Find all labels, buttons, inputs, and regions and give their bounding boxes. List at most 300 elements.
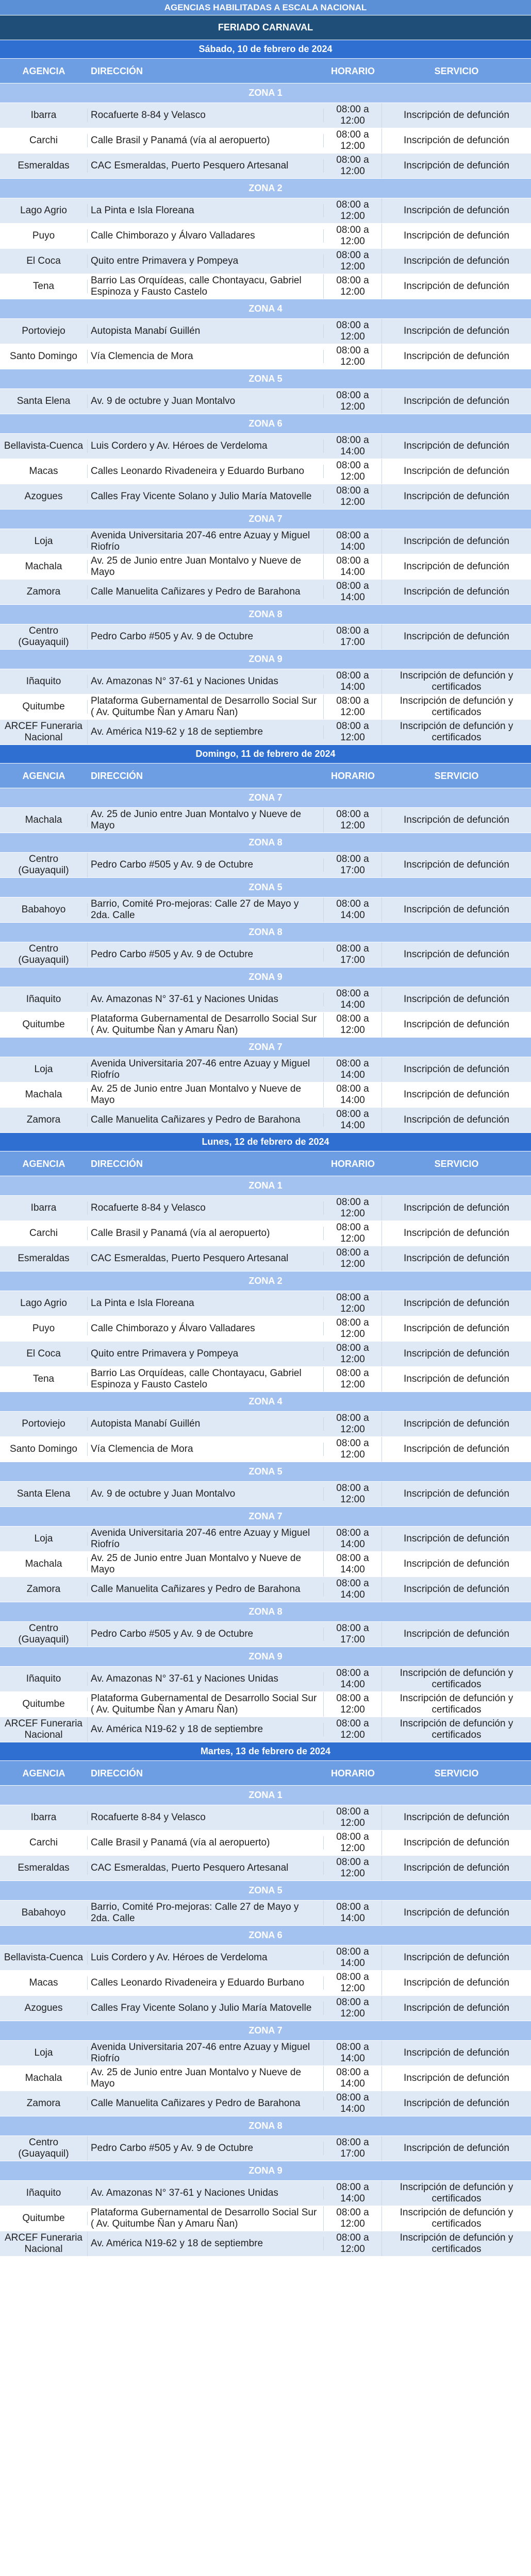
table-row <box>0 1945 531 1971</box>
zone-name: ZONA 4 <box>248 1396 283 1406</box>
agency-name: El Coca <box>0 1347 88 1361</box>
zone-header <box>0 2116 531 2136</box>
agency-address: Calles Fray Vicente Solano y Julio María Matovelle <box>88 490 324 503</box>
zone-name: ZONA 2 <box>248 183 283 193</box>
zone-header <box>0 788 531 808</box>
agency-service: Inscripción de defunción <box>404 160 509 171</box>
agency-service: Inscripción de defunción <box>404 1374 509 1384</box>
table-row <box>0 2231 531 2257</box>
document-title <box>0 0 531 15</box>
zone-name: ZONA 7 <box>248 1511 283 1521</box>
agency-schedule: 08:00 a 14:00 <box>324 1901 382 1925</box>
agency-address: Plataforma Gubernamental de Desarrollo Social Sur ( Av. Quitumbe Ñan y Amaru Ñan) <box>88 1692 324 1717</box>
agency-schedule: 08:00 a 14:00 <box>324 434 382 459</box>
agency-address: Calle Brasil y Panamá (vía al aeropuerto) <box>88 1227 324 1240</box>
agency-name: Zamora <box>0 1583 88 1596</box>
agency-schedule: 08:00 a 14:00 <box>324 1057 382 1082</box>
agency-schedule: 08:00 a 14:00 <box>324 580 382 604</box>
agency-schedule: 08:00 a 12:00 <box>324 1482 382 1506</box>
zone-name: ZONA 1 <box>248 1180 283 1191</box>
agency-service: Inscripción de defunción y certificados <box>400 2182 513 2204</box>
zone-header <box>0 369 531 389</box>
agency-name: ARCEF Funeraria Nacional <box>0 1717 88 1742</box>
agency-address: Av. 25 de Junio entre Juan Montalvo y Nueve de Mayo <box>88 2066 324 2091</box>
agency-service: Inscripción de defunción y certificados <box>400 696 513 718</box>
agency-name: Centro (Guayaquil) <box>0 1622 88 1647</box>
day-section <box>0 40 531 745</box>
agency-schedule: 08:00 a 14:00 <box>324 529 382 554</box>
agency-address: Calle Chimborazo y Álvaro Valladares <box>88 229 324 243</box>
table-header <box>0 1151 531 1176</box>
table-row <box>0 1577 531 1602</box>
agency-service: Inscripción de defunción <box>404 2003 509 2013</box>
agency-service: Inscripción de defunción <box>404 1444 509 1454</box>
agency-name: Carchi <box>0 1227 88 1240</box>
agency-name: Bellavista-Cuenca <box>0 439 88 453</box>
agency-name: Santa Elena <box>0 395 88 408</box>
agency-address: Av. 25 de Junio entre Juan Montalvo y Nueve de Mayo <box>88 808 324 833</box>
agency-service: Inscripción de defunción <box>404 561 509 572</box>
agency-name: Babahoyo <box>0 1906 88 1920</box>
agency-name: Portoviejo <box>0 1417 88 1431</box>
day-date: Lunes, 12 de febrero de 2024 <box>202 1137 329 1147</box>
agency-service: Inscripción de defunción <box>404 256 509 266</box>
agency-service: Inscripción de defunción <box>404 396 509 406</box>
agency-service: Inscripción de defunción <box>404 326 509 336</box>
zone-header <box>0 414 531 434</box>
agency-name: Azogues <box>0 490 88 503</box>
agency-schedule: 08:00 a 14:00 <box>324 1527 382 1551</box>
agency-address: CAC Esmeraldas, Puerto Pesquero Artesanal <box>88 1252 324 1265</box>
agency-name: ARCEF Funeraria Nacional <box>0 2231 88 2256</box>
agency-address: Pedro Carbo #505 y Av. 9 de Octubre <box>88 948 324 961</box>
agency-service: Inscripción de defunción <box>404 1298 509 1309</box>
table-row <box>0 128 531 154</box>
agency-schedule: 08:00 a 12:00 <box>324 154 382 178</box>
zone-name: ZONA 9 <box>248 972 283 982</box>
table-row <box>0 319 531 344</box>
zone-header <box>0 968 531 987</box>
agency-service: Inscripción de defunción <box>404 1629 509 1639</box>
agency-schedule: 08:00 a 12:00 <box>324 389 382 414</box>
agency-address: Av. Amazonas N° 37-61 y Naciones Unidas <box>88 2187 324 2200</box>
zone-name: ZONA 8 <box>248 927 283 937</box>
table-row <box>0 669 531 694</box>
agency-name: Esmeraldas <box>0 1861 88 1875</box>
header-direccion: DIRECCIÓN <box>91 770 143 781</box>
zone-header <box>0 83 531 103</box>
agency-name: Machala <box>0 1088 88 1101</box>
agency-service: Inscripción de defunción <box>404 1907 509 1918</box>
zone-header <box>0 878 531 897</box>
agency-service: Inscripción de defunción <box>404 859 509 870</box>
agency-schedule: 08:00 a 14:00 <box>324 2091 382 2116</box>
agency-address: Av. 9 de octubre y Juan Montalvo <box>88 395 324 408</box>
agency-service: Inscripción de defunción <box>404 440 509 451</box>
table-row <box>0 580 531 605</box>
agency-address: Av. 25 de Junio entre Juan Montalvo y Nueve de Mayo <box>88 1082 324 1107</box>
header-direccion: DIRECCIÓN <box>91 1158 143 1169</box>
agency-service: Inscripción de defunción <box>404 815 509 825</box>
agency-service: Inscripción de defunción <box>404 351 509 362</box>
agency-name: Loja <box>0 535 88 548</box>
agency-service: Inscripción de defunción <box>404 1064 509 1075</box>
agency-name: Ibarra <box>0 1201 88 1215</box>
agency-name: Puyo <box>0 229 88 243</box>
header-horario: HORARIO <box>331 770 375 781</box>
zone-header <box>0 2161 531 2181</box>
table-row <box>0 554 531 580</box>
agency-address: Rocafuerte 8-84 y Velasco <box>88 1201 324 1215</box>
agency-address: Vía Clemencia de Mora <box>88 350 324 363</box>
table-header <box>0 764 531 788</box>
agency-service: Inscripción de defunción <box>404 1584 509 1595</box>
agency-service: Inscripción de defunción <box>404 281 509 292</box>
agency-address: Av. América N19-62 y 18 de septiembre <box>88 2237 324 2250</box>
table-row <box>0 198 531 224</box>
agency-schedule: 08:00 a 12:00 <box>324 274 382 299</box>
agency-service: Inscripción de defunción <box>404 135 509 146</box>
table-row <box>0 1831 531 1856</box>
zone-header <box>0 605 531 624</box>
header-agencia: AGENCIA <box>22 65 65 76</box>
agency-service: Inscripción de defunción <box>404 2047 509 2058</box>
agency-service: Inscripción de defunción <box>404 536 509 547</box>
agency-name: ARCEF Funeraria Nacional <box>0 720 88 744</box>
agency-service: Inscripción de defunción <box>404 1488 509 1499</box>
table-row <box>0 987 531 1012</box>
agency-schedule: 08:00 a 17:00 <box>324 1622 382 1647</box>
table-row <box>0 1437 531 1462</box>
agency-address: Calle Chimborazo y Álvaro Valladares <box>88 1322 324 1335</box>
agency-address: Calle Brasil y Panamá (vía al aeropuerto) <box>88 1836 324 1850</box>
zone-name: ZONA 1 <box>248 1790 283 1800</box>
agency-address: Av. 25 de Junio entre Juan Montalvo y Nueve de Mayo <box>88 554 324 579</box>
agency-address: Quito entre Primavera y Pompeya <box>88 1347 324 1361</box>
agency-service: Inscripción de defunción y certificados <box>400 721 513 743</box>
agency-address: Calle Manuelita Cañizares y Pedro de Barahona <box>88 1583 324 1596</box>
agency-service: Inscripción de defunción <box>404 1202 509 1213</box>
agency-service: Inscripción de defunción <box>404 2098 509 2109</box>
agency-schedule: 08:00 a 12:00 <box>324 1856 382 1880</box>
table-row <box>0 274 531 299</box>
agency-name: Carchi <box>0 1836 88 1850</box>
table-row <box>0 2181 531 2206</box>
day-date: Martes, 13 de febrero de 2024 <box>200 1746 331 1756</box>
table-row <box>0 1996 531 2021</box>
agency-address: Luis Cordero y Av. Héroes de Verdeloma <box>88 1951 324 1964</box>
zone-name: ZONA 5 <box>248 882 283 892</box>
agency-schedule: 08:00 a 12:00 <box>324 1717 382 1742</box>
agency-name: Tena <box>0 280 88 293</box>
agency-name: Santa Elena <box>0 1487 88 1501</box>
zone-header <box>0 1786 531 1805</box>
table-row <box>0 484 531 510</box>
agency-name: Zamora <box>0 1113 88 1127</box>
day-section <box>0 1742 531 2257</box>
table-row <box>0 624 531 650</box>
zone-header <box>0 299 531 319</box>
agency-schedule: 08:00 a 12:00 <box>324 1437 382 1462</box>
agency-name: Centro (Guayaquil) <box>0 942 88 967</box>
table-row <box>0 1667 531 1692</box>
agency-schedule: 08:00 a 12:00 <box>324 694 382 719</box>
zone-header <box>0 1462 531 1482</box>
zone-name: ZONA 5 <box>248 1885 283 1895</box>
agency-name: Zamora <box>0 585 88 599</box>
zone-name: ZONA 6 <box>248 1930 283 1940</box>
table-row <box>0 1482 531 1507</box>
agency-service: Inscripción de defunción <box>404 1253 509 1264</box>
agency-name: Carchi <box>0 134 88 147</box>
table-row <box>0 1367 531 1392</box>
agency-name: Iñaquito <box>0 675 88 688</box>
agency-address: Avenida Universitaria 207-46 entre Azuay y Miguel Riofrío <box>88 1057 324 1082</box>
table-row <box>0 1971 531 1996</box>
agency-name: Tena <box>0 1372 88 1386</box>
agency-address: Av. América N19-62 y 18 de septiembre <box>88 1723 324 1736</box>
table-row <box>0 1221 531 1246</box>
header-agencia: AGENCIA <box>22 1158 65 1169</box>
agency-address: Calle Brasil y Panamá (vía al aeropuerto) <box>88 134 324 147</box>
agency-name: Esmeraldas <box>0 159 88 173</box>
agency-service: Inscripción de defunción <box>404 1558 509 1569</box>
agency-schedule: 08:00 a 12:00 <box>324 1831 382 1855</box>
agency-service: Inscripción de defunción <box>404 1533 509 1544</box>
header-horario: HORARIO <box>331 1768 375 1778</box>
table-row <box>0 1805 531 1831</box>
day-date: Sábado, 10 de febrero de 2024 <box>198 44 333 54</box>
agency-name: Centro (Guayaquil) <box>0 2136 88 2161</box>
agency-schedule: 08:00 a 17:00 <box>324 2136 382 2161</box>
table-row <box>0 1527 531 1552</box>
agency-schedule: 08:00 a 12:00 <box>324 459 382 484</box>
agency-schedule: 08:00 a 12:00 <box>324 1996 382 2021</box>
agency-schedule: 08:00 a 14:00 <box>324 897 382 922</box>
header-servicio: SERVICIO <box>434 770 479 781</box>
table-row <box>0 389 531 414</box>
agency-schedule: 08:00 a 12:00 <box>324 1196 382 1221</box>
agency-schedule: 08:00 a 12:00 <box>324 1342 382 1366</box>
agency-service: Inscripción de defunción <box>404 994 509 1005</box>
agency-address: Barrio, Comité Pro-mejoras: Calle 27 de Mayo y 2da. Calle <box>88 1901 324 1925</box>
zone-header <box>0 1392 531 1412</box>
table-row <box>0 2066 531 2091</box>
agency-schedule: 08:00 a 14:00 <box>324 987 382 1012</box>
table-row <box>0 2136 531 2161</box>
agency-address: CAC Esmeraldas, Puerto Pesquero Artesanal <box>88 1861 324 1875</box>
agency-schedule: 08:00 a 14:00 <box>324 1667 382 1691</box>
agency-address: Barrio Las Orquídeas, calle Chontayacu, Gabriel Espinoza y Fausto Castelo <box>88 1367 324 1392</box>
agency-schedule: 08:00 a 14:00 <box>324 1945 382 1970</box>
table-row <box>0 344 531 369</box>
agency-address: La Pinta e Isla Floreana <box>88 204 324 217</box>
table-row <box>0 224 531 249</box>
day-section <box>0 1133 531 1742</box>
header-agencia: AGENCIA <box>22 1768 65 1778</box>
agency-name: Loja <box>0 1532 88 1546</box>
table-row <box>0 1717 531 1742</box>
agency-service: Inscripción de defunción <box>404 586 509 597</box>
day-date: Domingo, 11 de febrero de 2024 <box>195 749 336 759</box>
agency-address: Quito entre Primavera y Pompeya <box>88 255 324 268</box>
agency-address: Calles Fray Vicente Solano y Julio María Matovelle <box>88 2002 324 2015</box>
agency-service: Inscripción de defunción <box>404 1812 509 1823</box>
agency-service: Inscripción de defunción <box>404 1114 509 1125</box>
header-servicio: SERVICIO <box>434 1768 479 1778</box>
header-direccion: DIRECCIÓN <box>91 1768 143 1778</box>
zone-name: ZONA 5 <box>248 374 283 384</box>
table-row <box>0 2091 531 2116</box>
table-row <box>0 2041 531 2066</box>
header-horario: HORARIO <box>331 65 375 76</box>
zone-name: ZONA 6 <box>248 418 283 429</box>
document-title-text: AGENCIAS HABILITADAS A ESCALA NACIONAL <box>164 2 367 12</box>
agency-name: Esmeraldas <box>0 1252 88 1265</box>
agency-schedule: 08:00 a 12:00 <box>324 1971 382 1995</box>
agency-schedule: 08:00 a 12:00 <box>324 344 382 369</box>
agency-address: Autopista Manabí Guillén <box>88 325 324 338</box>
agency-address: Autopista Manabí Guillén <box>88 1417 324 1431</box>
days-container <box>0 40 531 2257</box>
agency-schedule: 08:00 a 12:00 <box>324 198 382 223</box>
agency-service: Inscripción de defunción <box>404 1323 509 1334</box>
day-date-row <box>0 1133 531 1151</box>
table-row <box>0 1057 531 1082</box>
table-row <box>0 249 531 274</box>
zone-header <box>0 1926 531 1945</box>
table-row <box>0 1291 531 1316</box>
header-servicio: SERVICIO <box>434 1158 479 1169</box>
agency-name: Machala <box>0 1557 88 1571</box>
zone-name: ZONA 8 <box>248 609 283 619</box>
agency-service: Inscripción de defunción <box>404 466 509 477</box>
agency-address: Avenida Universitaria 207-46 entre Azuay y Miguel Riofrío <box>88 529 324 554</box>
zone-header <box>0 833 531 853</box>
agency-schedule: 08:00 a 12:00 <box>324 808 382 833</box>
zone-name: ZONA 1 <box>248 88 283 98</box>
agency-name: Centro (Guayaquil) <box>0 624 88 649</box>
agency-address: Pedro Carbo #505 y Av. 9 de Octubre <box>88 630 324 643</box>
agency-address: Calles Leonardo Rivadeneira y Eduardo Burbano <box>88 1976 324 1990</box>
zone-name: ZONA 9 <box>248 1651 283 1662</box>
agency-service: Inscripción de defunción <box>404 230 509 241</box>
agency-address: Pedro Carbo #505 y Av. 9 de Octubre <box>88 1628 324 1641</box>
agency-name: Quitumbe <box>0 2212 88 2225</box>
agency-name: Quitumbe <box>0 1018 88 1031</box>
table-row <box>0 459 531 484</box>
agency-name: Zamora <box>0 2097 88 2110</box>
zone-name: ZONA 8 <box>248 2121 283 2131</box>
agency-schedule: 08:00 a 12:00 <box>324 224 382 248</box>
zone-name: ZONA 9 <box>248 654 283 664</box>
agency-schedule: 08:00 a 12:00 <box>324 1692 382 1717</box>
agency-service: Inscripción de defunción <box>404 949 509 960</box>
agency-address: Rocafuerte 8-84 y Velasco <box>88 109 324 122</box>
agency-name: Puyo <box>0 1322 88 1335</box>
agency-name: Iñaquito <box>0 1672 88 1686</box>
agency-name: Azogues <box>0 2002 88 2015</box>
agency-address: Calle Manuelita Cañizares y Pedro de Barahona <box>88 2097 324 2110</box>
zone-header <box>0 1507 531 1527</box>
zone-name: ZONA 7 <box>248 2025 283 2036</box>
agency-name: Macas <box>0 465 88 478</box>
agency-service: Inscripción de defunción <box>404 1019 509 1030</box>
agency-schedule: 08:00 a 12:00 <box>324 249 382 274</box>
agency-service: Inscripción de defunción y certificados <box>400 1693 513 1715</box>
agency-address: Pedro Carbo #505 y Av. 9 de Octubre <box>88 858 324 872</box>
agency-schedule: 08:00 a 14:00 <box>324 1552 382 1577</box>
table-row <box>0 1012 531 1038</box>
agency-schedule: 08:00 a 14:00 <box>324 2181 382 2206</box>
agency-address: Av. Amazonas N° 37-61 y Naciones Unidas <box>88 675 324 688</box>
table-row <box>0 720 531 745</box>
table-row <box>0 942 531 968</box>
agency-name: Bellavista-Cuenca <box>0 1951 88 1964</box>
agency-service: Inscripción de defunción <box>404 904 509 915</box>
agency-address: Vía Clemencia de Mora <box>88 1443 324 1456</box>
agency-service: Inscripción de defunción <box>404 2143 509 2154</box>
agency-name: Iñaquito <box>0 993 88 1006</box>
day-date-row <box>0 1742 531 1761</box>
agency-name: Lago Agrio <box>0 1297 88 1310</box>
table-row <box>0 2206 531 2231</box>
table-row <box>0 1196 531 1221</box>
agency-schedule: 08:00 a 12:00 <box>324 720 382 744</box>
table-row <box>0 1622 531 1647</box>
agency-service: Inscripción de defunción <box>404 110 509 121</box>
table-row <box>0 154 531 179</box>
agency-schedule: 08:00 a 12:00 <box>324 1367 382 1392</box>
zone-name: ZONA 7 <box>248 1042 283 1052</box>
document-subtitle <box>0 15 531 40</box>
agency-address: Av. Amazonas N° 37-61 y Naciones Unidas <box>88 993 324 1006</box>
table-row <box>0 1108 531 1133</box>
agency-service: Inscripción de defunción <box>404 1837 509 1848</box>
header-servicio: SERVICIO <box>434 65 479 76</box>
header-agencia: AGENCIA <box>22 770 65 781</box>
agency-schedule: 08:00 a 12:00 <box>324 1412 382 1436</box>
agency-name: Ibarra <box>0 109 88 122</box>
agency-service: Inscripción de defunción <box>404 631 509 642</box>
agency-service: Inscripción de defunción <box>404 205 509 216</box>
agency-name: Quitumbe <box>0 700 88 714</box>
agency-schedule: 08:00 a 17:00 <box>324 853 382 877</box>
agency-name: Quitumbe <box>0 1698 88 1711</box>
agency-service: Inscripción de defunción <box>404 1089 509 1100</box>
agency-name: Iñaquito <box>0 2187 88 2200</box>
agency-address: Avenida Universitaria 207-46 entre Azuay y Miguel Riofrío <box>88 2041 324 2065</box>
header-direccion: DIRECCIÓN <box>91 65 143 76</box>
agency-schedule: 08:00 a 14:00 <box>324 1577 382 1602</box>
table-header <box>0 1761 531 1786</box>
agency-address: Calle Manuelita Cañizares y Pedro de Barahona <box>88 1113 324 1127</box>
table-row <box>0 897 531 923</box>
agency-service: Inscripción de defunción <box>404 1862 509 1873</box>
agency-name: Loja <box>0 1063 88 1076</box>
zone-name: ZONA 4 <box>248 303 283 314</box>
agency-schedule: 08:00 a 14:00 <box>324 554 382 579</box>
agency-schedule: 08:00 a 17:00 <box>324 624 382 649</box>
agency-schedule: 08:00 a 12:00 <box>324 2206 382 2231</box>
agency-address: Av. 25 de Junio entre Juan Montalvo y Nueve de Mayo <box>88 1552 324 1577</box>
zone-header <box>0 1272 531 1291</box>
agency-schedule: 08:00 a 12:00 <box>324 1012 382 1037</box>
zone-header <box>0 1176 531 1196</box>
agency-address: Plataforma Gubernamental de Desarrollo Social Sur ( Av. Quitumbe Ñan y Amaru Ñan) <box>88 694 324 719</box>
table-header <box>0 59 531 83</box>
agency-service: Inscripción de defunción <box>404 491 509 502</box>
